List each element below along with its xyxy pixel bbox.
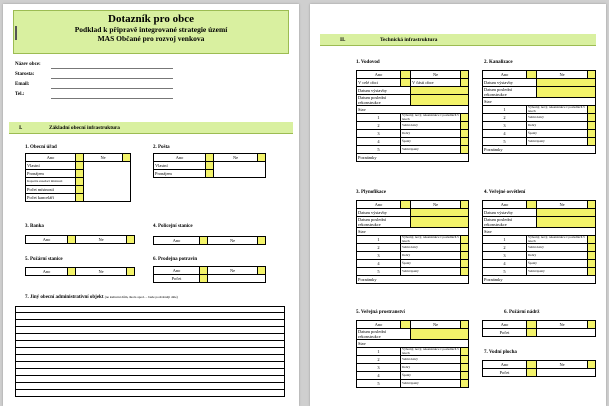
cell-label: Datum výstavby	[357, 209, 411, 217]
input-cell[interactable]	[461, 122, 469, 130]
checkbox-ne[interactable]	[461, 321, 469, 329]
kanalizace-title: 2. Kanalizace	[484, 60, 513, 65]
input-cell[interactable]	[461, 348, 469, 356]
policejni-stanice-title: 4. Policejní stanice	[153, 224, 193, 229]
checkbox-ano[interactable]	[527, 71, 537, 79]
cell-label: Poznámky	[357, 276, 469, 284]
blank-area	[537, 369, 596, 377]
stav-number: 5	[357, 380, 401, 388]
stav-label: Velmi dobrý	[401, 356, 461, 364]
section-1-header	[9, 122, 293, 134]
label-email: Email:	[15, 82, 30, 87]
checkbox-ne[interactable]	[127, 268, 135, 276]
input-cell[interactable]	[411, 329, 469, 340]
policejni-stanice-table	[153, 236, 266, 245]
checkbox-ano[interactable]	[76, 154, 84, 162]
input-cell[interactable]	[461, 260, 469, 268]
cell-label: Ne	[411, 201, 461, 209]
cell-label: Počet	[483, 369, 527, 377]
stav-number: 4	[483, 130, 527, 138]
input-cell[interactable]	[76, 186, 84, 194]
cell-label: Ne	[537, 71, 588, 79]
stav-number: 1	[357, 348, 401, 356]
cell-label: Ano	[154, 154, 206, 162]
stav-label: Špatný	[401, 372, 461, 380]
section-number: I.	[19, 125, 23, 131]
obecni-urad-table	[25, 153, 131, 202]
cell-label: Ano	[357, 321, 401, 329]
cell-label: Ano	[483, 201, 527, 209]
pozarni-stanice-title: 5. Požární stanice	[25, 257, 63, 262]
input-cell[interactable]	[461, 364, 469, 372]
stav-label: Velmi dobrý	[401, 122, 461, 130]
input-cell[interactable]	[588, 236, 596, 244]
input-cell[interactable]	[588, 138, 596, 146]
checkbox-ano[interactable]	[527, 361, 537, 369]
checkbox-ne[interactable]	[588, 361, 596, 369]
input-cell[interactable]	[588, 244, 596, 252]
plynofikace-table	[356, 200, 469, 284]
input-cell[interactable]	[461, 236, 469, 244]
input-cell[interactable]	[588, 122, 596, 130]
cell-label: Ano	[357, 201, 401, 209]
cell-label: Stav	[357, 228, 469, 236]
pozarni-nadrz-table	[482, 320, 596, 337]
input-cell[interactable]	[588, 106, 596, 114]
stav-label: Špatný	[401, 138, 461, 146]
input-cell[interactable]	[461, 79, 469, 87]
cell-label: Počet	[154, 275, 200, 283]
checkbox-ne[interactable]	[588, 321, 596, 329]
cell-label: V celé obci	[357, 79, 401, 87]
checkbox-ne[interactable]	[588, 201, 596, 209]
checkbox-ano[interactable]	[68, 268, 76, 276]
stav-label: Dobrý	[401, 364, 461, 372]
stav-number: 3	[483, 252, 527, 260]
form-subtitle-1: Podklad k připravě integrované strategie území	[74, 25, 228, 34]
input-cell[interactable]	[461, 130, 469, 138]
input-cell[interactable]	[461, 244, 469, 252]
input-cell[interactable]	[461, 252, 469, 260]
input-cell[interactable]	[588, 252, 596, 260]
cell-label: Počet místností	[26, 186, 76, 194]
stav-number: 4	[357, 372, 401, 380]
input-cell[interactable]	[537, 87, 596, 98]
input-cell[interactable]	[411, 209, 469, 217]
blank-area	[537, 329, 596, 337]
input-cell[interactable]	[537, 217, 596, 228]
checkbox-ne[interactable]	[461, 71, 469, 79]
cell-label: Počet kanceláří	[26, 194, 76, 202]
stav-label: Velmi dobrý	[527, 114, 588, 122]
stav-number: 4	[357, 138, 401, 146]
checkbox-ne[interactable]	[588, 71, 596, 79]
cell-label: Stav	[357, 340, 469, 348]
cell-label: Ne	[84, 154, 123, 162]
checkbox-ano[interactable]	[527, 321, 537, 329]
jiny-objekt-title	[25, 295, 178, 300]
checkbox-ano[interactable]	[206, 154, 214, 162]
cell-label: Ano	[154, 267, 200, 275]
blank-area	[84, 162, 131, 202]
stav-number: 5	[357, 146, 401, 154]
stav-label: Výborný, nový, rekonstrukce v posledních 5 letech	[402, 347, 459, 355]
stav-number: 3	[483, 122, 527, 130]
cell-label: Poznámky	[357, 154, 469, 162]
stav-number: 5	[483, 138, 527, 146]
cell-label: Pronájem	[26, 170, 76, 178]
vodni-plocha-title: 7. Vodní plocha	[484, 350, 517, 355]
checkbox-ano[interactable]	[68, 236, 76, 244]
cell-label: Stav	[357, 106, 469, 114]
stav-label: Výborný, nový, rekonstrukce v posledních 5 letech	[527, 236, 588, 244]
checkbox-ne[interactable]	[123, 154, 131, 162]
cell-label: Datum výstavby	[357, 87, 411, 95]
stav-number: 2	[357, 122, 401, 130]
input-cell[interactable]	[76, 178, 84, 186]
input-cell[interactable]	[537, 209, 596, 217]
checkbox-ne[interactable]	[258, 237, 266, 245]
vodovod-table	[356, 70, 469, 162]
checkbox-ne[interactable]	[258, 154, 266, 162]
cell-label: Ne	[208, 267, 258, 275]
stav-label: Velmi špatný	[527, 268, 588, 276]
plynofikace-title: 3. Plynofikace	[356, 190, 386, 195]
stav-label: Výborný, nový, rekonstrukce v posledních 5 letech	[402, 235, 459, 243]
stav-number: 3	[357, 130, 401, 138]
cell-label: Datum poslední rekonstrukce	[357, 217, 411, 228]
stav-number: 2	[483, 244, 527, 252]
checkbox-ano[interactable]	[200, 237, 208, 245]
checkbox-ano[interactable]	[200, 267, 208, 275]
cell-label: Ne	[537, 321, 588, 329]
cell-label: Kapacita zasedací místnosti	[26, 178, 76, 186]
stav-number: 1	[483, 106, 527, 114]
cell-label: Ano	[483, 71, 527, 79]
input-cell[interactable]	[461, 356, 469, 364]
input-cell[interactable]	[461, 372, 469, 380]
input-cell[interactable]	[461, 146, 469, 154]
input-cell[interactable]	[588, 260, 596, 268]
kanalizace-table	[482, 70, 596, 154]
input-cell[interactable]	[411, 217, 469, 228]
stav-label: Výborný, nový, rekonstrukce v posledních 5 letech	[402, 113, 459, 121]
checkbox-ne[interactable]	[127, 236, 135, 244]
input-cell[interactable]	[588, 268, 596, 276]
stav-number: 4	[357, 260, 401, 268]
cell-label: Stav	[483, 228, 596, 236]
stav-label: Dobrý	[401, 130, 461, 138]
cell-label: Ano	[483, 361, 527, 369]
stav-number: 2	[357, 244, 401, 252]
input-cell[interactable]	[76, 162, 84, 170]
pozarni-stanice-table	[25, 267, 135, 276]
label-nazev-obce: Název obce:	[15, 62, 41, 67]
cell-label: Ne	[214, 154, 258, 162]
verejne-osvetleni-table	[482, 200, 596, 284]
cell-label: Datum výstavby	[483, 79, 537, 87]
input-cell[interactable]	[588, 130, 596, 138]
stav-label: Velmi špatný	[527, 138, 588, 146]
stav-number: 1	[357, 114, 401, 122]
label-starosta: Starosta:	[15, 72, 35, 77]
form-title: Dotazník pro obce	[108, 13, 194, 25]
stav-number: 1	[483, 236, 527, 244]
section-title: Základní obecní infrastruktura	[49, 125, 120, 131]
obecni-urad-title: 1. Obecní úřad	[25, 145, 57, 150]
vodovod-title: 1. Vodovod	[356, 60, 380, 65]
form-subtitle-2: MAS Občané pro rozvoj venkova	[97, 34, 205, 43]
cell-label: Pronájem	[154, 170, 206, 178]
stav-number: 2	[483, 114, 527, 122]
header-cursor-bar	[15, 26, 17, 40]
cell-label: Ano	[26, 268, 68, 276]
verejna-prostranstvi-title: 5. Veřejná prostranství	[356, 310, 405, 315]
cell-label: Ano	[26, 236, 68, 244]
cell-label: Datum poslední rekonstrukce	[357, 329, 411, 340]
stav-label: Velmi dobrý	[401, 244, 461, 252]
page-2	[310, 4, 606, 406]
checkbox-ne[interactable]	[461, 201, 469, 209]
cell-label: Datum poslední rekonstrukce	[483, 87, 537, 98]
checkbox-ano[interactable]	[527, 201, 537, 209]
stav-number: 5	[357, 268, 401, 276]
input-cell[interactable]	[461, 268, 469, 276]
checkbox-ano[interactable]	[401, 321, 411, 329]
input-cell[interactable]	[537, 79, 596, 87]
stav-number: 2	[357, 356, 401, 364]
stav-label: Dobrý	[401, 252, 461, 260]
cell-label: Ano	[154, 237, 200, 245]
input-cell[interactable]	[200, 275, 208, 283]
section-title: Technická infrastruktura	[380, 37, 438, 43]
cell-label: Vlastní	[26, 162, 76, 170]
stav-label: Špatný	[401, 260, 461, 268]
posta-title: 2. Pošta	[153, 145, 170, 150]
cell-label: Ne	[208, 237, 258, 245]
stav-number: 3	[357, 364, 401, 372]
checkbox-ano[interactable]	[401, 71, 411, 79]
cell-label: Datum poslední rekonstrukce	[357, 95, 411, 106]
cell-label: Ne	[411, 71, 461, 79]
blank-area	[208, 275, 266, 283]
jiny-objekt-lines[interactable]	[15, 306, 285, 397]
banka-title: 3. Banka	[25, 224, 44, 229]
stav-label: Výborný, nový, rekonstrukce v posledních 5 letech	[527, 106, 588, 114]
input-cell[interactable]	[527, 369, 537, 377]
vodni-plocha-table	[482, 360, 596, 377]
input-cell[interactable]	[411, 95, 469, 106]
cell-label: Ne	[411, 321, 461, 329]
stav-label: Špatný	[527, 130, 588, 138]
stav-number: 4	[483, 260, 527, 268]
field-starosta[interactable]	[51, 78, 173, 79]
input-cell[interactable]	[76, 170, 84, 178]
stav-label: Velmi dobrý	[527, 244, 588, 252]
section-2-header	[320, 34, 596, 46]
stav-number: 3	[357, 252, 401, 260]
input-cell[interactable]	[206, 170, 214, 178]
banka-table	[25, 235, 135, 244]
posta-table	[153, 153, 266, 178]
field-nazev-obce[interactable]	[51, 68, 173, 69]
cell-label: Ne	[76, 268, 127, 276]
blank-area	[214, 162, 266, 178]
input-cell[interactable]	[411, 87, 469, 95]
cell-label: Poznámky	[483, 276, 596, 284]
jiny-objekt-note: (ne kulturní dům, škola apod. – bude podrobněji dále)	[104, 295, 178, 299]
input-cell[interactable]	[527, 329, 537, 337]
input-cell[interactable]	[76, 194, 84, 202]
stav-label: Velmi špatný	[401, 268, 461, 276]
verejne-osvetleni-title: 4. Veřejné osvětlení	[484, 190, 526, 195]
cell-label: Ne	[537, 201, 588, 209]
cell-label: Počet	[483, 329, 527, 337]
header-box	[13, 10, 289, 54]
field-tel[interactable]	[51, 98, 173, 99]
section-number: II.	[340, 37, 346, 43]
field-email[interactable]	[51, 88, 173, 89]
cell-label: Datum poslední rekonstrukce	[483, 217, 537, 228]
input-cell[interactable]	[206, 162, 214, 170]
cell-label: Ano	[357, 71, 401, 79]
input-cell[interactable]	[461, 380, 469, 388]
verejna-prostranstvi-table	[356, 320, 469, 388]
cell-label: Vlastní	[154, 162, 206, 170]
cell-label: Ano	[483, 321, 527, 329]
cell-label: V části obce	[411, 79, 461, 87]
cell-label: Poznámky	[483, 146, 596, 154]
cell-label: Ano	[26, 154, 76, 162]
jiny-objekt-label: 7. Jiný obecní administrativní objekt	[25, 295, 104, 300]
stav-label: Dobrý	[527, 252, 588, 260]
cell-label: Stav	[483, 98, 596, 106]
checkbox-ano[interactable]	[401, 201, 411, 209]
input-cell[interactable]	[588, 114, 596, 122]
input-cell[interactable]	[461, 138, 469, 146]
stav-number: 5	[483, 268, 527, 276]
input-cell[interactable]	[461, 114, 469, 122]
stav-label: Velmi špatný	[401, 146, 461, 154]
prodejna-potravin-table	[153, 266, 266, 283]
cell-label: Ne	[76, 236, 127, 244]
cell-label: Datum výstavby	[483, 209, 537, 217]
checkbox-ne[interactable]	[258, 267, 266, 275]
label-tel: Tel.:	[15, 92, 25, 97]
stav-label: Velmi špatný	[401, 380, 461, 388]
input-cell[interactable]	[401, 79, 411, 87]
prodejna-potravin-title: 6. Prodejna potravin	[153, 257, 198, 262]
stav-label: Dobrý	[527, 122, 588, 130]
stav-label: Špatný	[527, 260, 588, 268]
pozarni-nadrz-title: 6. Požární nádrž	[504, 310, 540, 315]
stav-number: 1	[357, 236, 401, 244]
cell-label: Ne	[537, 361, 588, 369]
page-1	[3, 4, 299, 406]
